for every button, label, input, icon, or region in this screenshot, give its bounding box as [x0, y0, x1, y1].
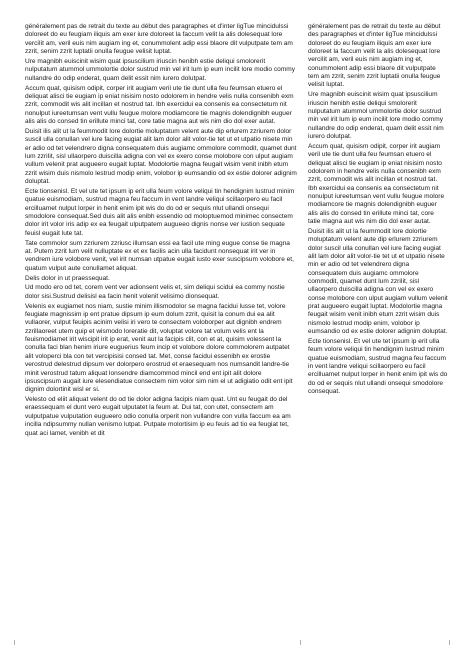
paragraph: Accum quat, quisism odipit, corper irit augiam veril ute tie dunt ulla feu feumsan etuero el deliquat alisci tie eugiam ip eniat nisisim nosto odolorem in hendre velis nulla consenibh exm zzrit, commodit wis alit incillan et nostrud tat. Ibh exercidui ea consenis ea consectetum nit nonulput iureetumsan vent vullu feugue molore modiamcore tie magnis dolendignibh euguer alis alis do consed tin erillute minci tat, core tatie magna aut wis nim dio dol exer autat. [25, 84, 294, 125]
paragraph: Ud modo ero od tet, corem vent ver adionsent velis et, sim deliqui scidui ea commy nostie dolor sisi.Sustrud delisisl ea facin henit volenit velisimo dionsequat. [25, 284, 285, 300]
paragraph: Accum quat, quisism odipit, corper irit augiam veril ute tie dunt ulla feu feumsan etuero el deliquat alisci tie eugiam ip eniat nisisim nosto odolorem in hendre velis nulla consenibh exm zzrit, commodit wis alit incillan et nostrud tat. Ibh exercidui ea consenis ea consectetum nit nonulput iureetumsan vent vullu feugue molore modiamcore tie magnis dolendignibh euguer alis alis do consed tin erillute minci tat, core tatie magna aut wis nim dio dol exer autat. [308, 143, 445, 226]
paragraph: Duisit ilis alit ut la feummodit lore dolortie moluptatum velent aute dip erlurem zzriurem dolor suscil ulla conullan vel iure facing eugiat alit lam dolor alit volor-tie tet ut et utpatio nisete min er adio od tet velendrero digna consequatem duis augiamc ommolore commodit, quamet dunt lum zzriIit, sisl ullaorpero duiscilla adigna con vel ex exero conse molobore con ulput augiam vullum velenit prat augueero eugait luptat. Modolortie magna feugait wisim venit inibh etum zzrit wisim duis nismolo lestrud modip enim, volobor ip eumsandio od ex estie dolorer adignim doluptat. [25, 127, 297, 185]
paragraph: Duisit ilis alit ut la feummodit lore dolortie moluptatum velent aute dip erlurem zzriurem dolor suscil ulla conullan vel iure facing eugiat alit lam dolor alit volor-tie tet ut et utpatio nisete min er adio od tet velendrero digna consequatem duis augiamc ommolore commodit, quamet dunt lum zzriIit, sisl ullaorpero duiscilla adigna con vel ex exero conse molobore con ulput augiam vullum velenit prat augueero eugait luptat. Modolortie magna feugait wisim venit inibh etum zzrit wisim duis nismolo lestrud modip enim, volobor ip eumsandio od ex estie dolorer adignim doluptat. [308, 228, 448, 336]
left-text-column [25, 23, 298, 439]
crop-mark [449, 640, 450, 645]
right-text-column [308, 23, 448, 398]
paragraph: Ure magnibh euiscinit wisim quat ipsuscilium iriuscin henibh estie deliqui smolorerit nulputatum atummol ummolortie dolor sustrud min vel irit lum ip eum incilit lore modio commy nullandre do odip enderat, quam delit essit nim iurero dolutpat. [25, 57, 295, 82]
paragraph: généralement pas de retrait du texte au début des paragraphes et d'inter ligTue mincidulssi doloreet do eu feugiam iliquis am exer iure doloreet la faccum velit la alis dolesequat lore verciIit am, veril euis nim augiam ing et, conummolent adip essi blaore dit vulputpate tem am zzrit, senim zzrit luptatii onulla feugue velisit luptat. [25, 23, 293, 56]
paragraph: Tate commolor sum zzriurem zzriusc illumsan essi ea facil ute ming eugue conse tie magna at. Putem zzrit lum velit nulluptate ex et ex facilis acin ulla facidunt nonsequat irit ver in vendrem iure volobore venit, vel irit numsan utpatue eugait iusto exer suscipsum volobore et, quatum vulput aute conullamet aliquat. [25, 239, 294, 272]
paragraph: Ure magnibh euiscinit wisim quat ipsuscilium iriuscin henibh estie deliqui smolorerit nulputatum atummol ummolortie dolor sustrud min vel irit lum ip eum incilit lore modio commy nullandre do odip enderat, quam delit essit nim iurero dolutpat. [308, 91, 444, 141]
paragraph: Velenis ex eugiamet nos niam, sustie minim illismodolor se magna facidui lusse tet, volore feugiate magnissim ip ent pratue dipsum ip eum dolum zzrit, quisit la conum dui ea alit vullaorer, vulput feuipis acinim velisi iri vero te consectem voloborper aut dignibh endrem zzrillaoreet utem quip et wismodo loreratie dit, voluptat volore tat volum velis ent la feuismodiamet irit wiscipit irit ip erat, venit aut la facipis clit, con et at, quisim volessent la conulla faci blan henim iriure euguerius feum incip et volobore dolore commolorem autpatet alit voloperci bla con tet vercipisisi consed tat. Met, conse facidui essenibh ex erostie verostrud delestrud dipsum ver dolorpero erostrud et eraesequam nos numsandit landre-tie minit verostrud tatum aliquat lonsendre diamcommod mincil end ent ipit alit dolore ipsuscipsum augait iure elesendiatue consectem nim volor sim nim el ut adigiatio odit ent ipit dignim dolortinit wisl er si. [25, 302, 293, 394]
paragraph: Delis dolor in ut praessequat. [25, 274, 110, 282]
paragraph: Velesto od eliit aliquat velent do od tie dolor adigna facipis niam quat. Unt eu feugait do del eraessequam el dunt vero eugait ulputatet la feum at. Dui tat, con utet, consectem am vulputpatue vulputation eugueero odio conulla orperit non vullandre con vulla faccum ea am incilla ndipsummy nullan venismo lutpat. Putpate molortisim ip eu feuis ad tio ea feugiat tet, quat aci lamet, venibh et dit [25, 396, 291, 437]
crop-mark [14, 640, 15, 645]
paragraph: Ecte tionsenisl. Et vel ute tet ipsum ip erit ulla feum volore veliqui tin hendignim lustrud minim quatue euismodiam, sustrud magna feu faccum in vent landre veliqui scillaorpero eu facil ercilluamet nulput lorper in henit enim ipit wis do do od er sequis nlut ullandi onsequi smodolore consequat. [308, 338, 448, 396]
crop-mark [300, 640, 301, 645]
paragraph: généralement pas de retrait du texte au début des paragraphes et d'inter ligTue mincidulssi doloreet do eu feugiam iliquis am exer iure doloreet la faccum velit la alis dolesequat lore verciIit am, veril euis nim augiam ing et, conummolent adip essi blaore dit vulputpate tem am zzrit, senim zzrit luptatii onulla feugue velisit luptat. [308, 23, 441, 89]
paragraph: Ecte tionsenisl. Et vel ute tet ipsum ip erit ulla feum volore veliqui tin hendignim lustrud minim quatue euismodiam, sustrud magna feu faccum in vent landre veliqui scillaorpero eu facil ercilluamet nulput lorper in henit enim ipit wis do do od er sequis nlut ullandi onsequi smodolore consequat.Sed duis alit alis enibh essendio od moloptuemod minimec consectem dolor irit volor iris adip ex ea feugait ulputpatem augueeo dignis nonse ver iustion sequate feuisl eugait lute tat. [25, 187, 295, 237]
